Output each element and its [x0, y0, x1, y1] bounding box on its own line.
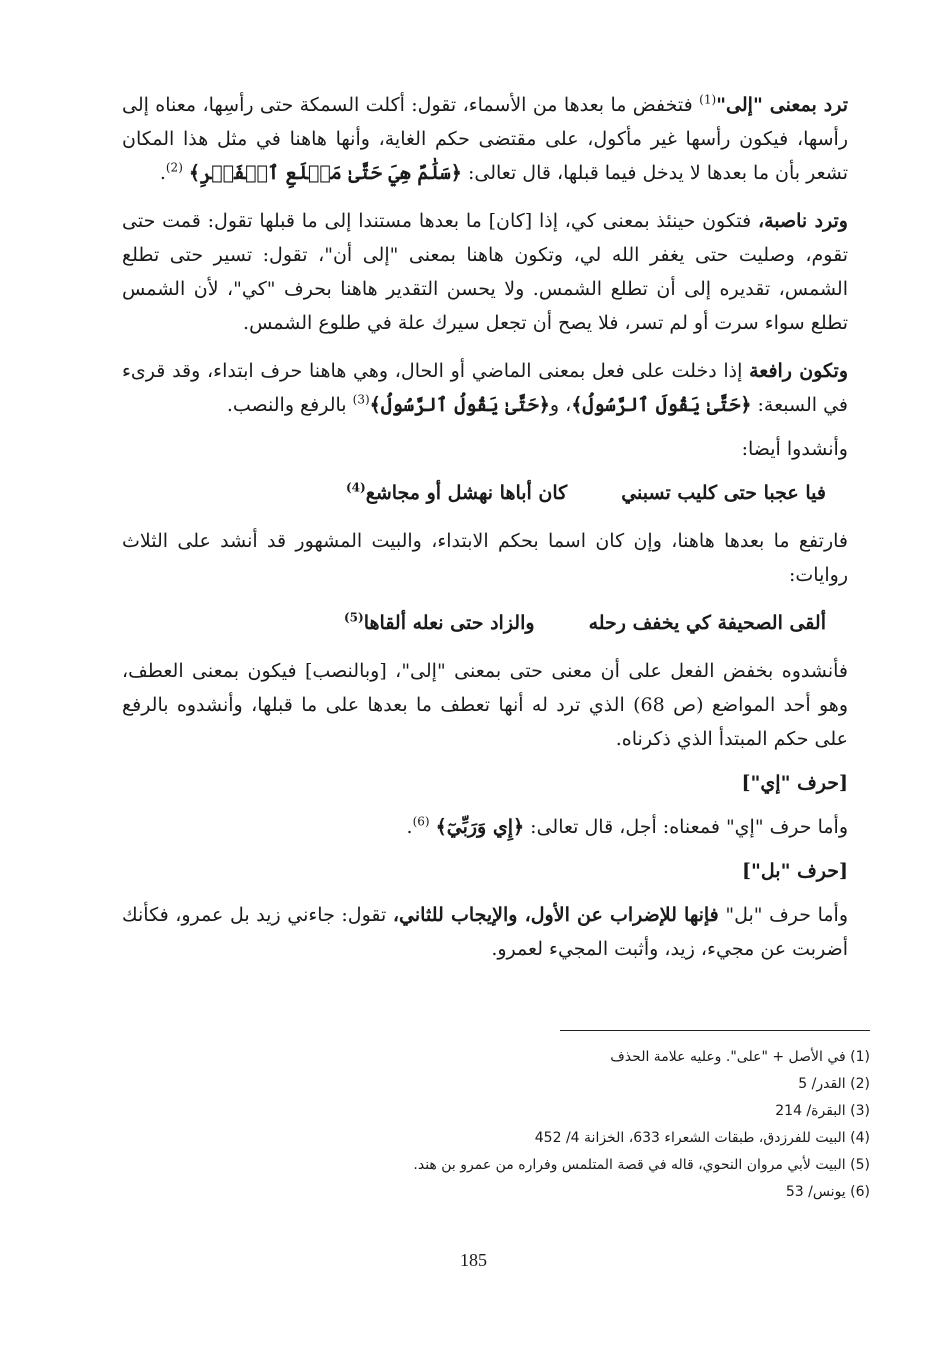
- p1-text: فتخفض ما بعدها من الأسماء، تقول: أكلت السمكة حتى رأسِها، معناه إلى رأسها، فيكون رأسها غير مأكول، على مقتضى حكم الغاية، وأنها هاهنا في مثل هذا المكان تشعر بأن ما بعدها لا يدخل فيما قبلها، قال تعالى:: [122, 94, 848, 184]
- paragraph-3: [122, 354, 870, 422]
- p1-lead: ترد بمعنى "إلى": [716, 94, 848, 116]
- verse-2-second-text: والزاد حتى نعله ألقاها: [363, 612, 535, 634]
- footnote-marker-1: (1): [699, 92, 717, 107]
- footnote-marker-6: (6): [412, 814, 430, 829]
- footnote-marker-4: (4): [345, 480, 366, 495]
- paragraph-7: [122, 810, 870, 844]
- footnotes: [122, 1044, 870, 1206]
- poem-verse-2: [122, 606, 870, 640]
- poem-verse-1: [122, 476, 870, 510]
- page-number: 185: [460, 1250, 487, 1270]
- quran-verse-1: ﴿حَتَّىٰ يَقُولَ ٱلرَّسُولُ﴾: [571, 394, 752, 416]
- footnote-5: (5) البيت لأبي مروان النحوي، قاله في قصة المتلمس وفراره من عمرو بن هند.: [413, 1157, 870, 1173]
- main-text: [122, 88, 870, 980]
- section-heading-bal: [حرف "بل"]: [742, 860, 848, 882]
- p8-text: تقول: جاءني زيد بل عمرو، فكأنك أضربت عن مجيء، زيد، وأثبت المجيء لعمرو.: [122, 904, 848, 960]
- quran-verse-qadr: ﴿سَلَٰمٌ هِيَ حَتَّىٰ مَطۡلَعِ ٱلۡفَجۡرِ﴾: [188, 162, 462, 184]
- footnote-separator: [560, 1030, 870, 1031]
- paragraph-2: [122, 204, 870, 340]
- paragraph-6: فأنشدوه بخفض الفعل على أن معنى حتى بمعنى "إلى"، [وبالنصب] فيكون بمعنى العطف، وهو أحد المواضع (ص 68) الذي ترد له أنها تعطف ما بعدها على ما قبلها، وأنشدوه بالرفع على حكم المبتدأ الذي ذكرناه.: [122, 660, 848, 750]
- footnote-3: (3) البقرة/ 214: [775, 1103, 870, 1119]
- quran-verse-yunus: ﴿إِي وَرَبِّيٓ﴾: [435, 816, 525, 838]
- paragraph-4: وأنشدوا أيضا:: [741, 438, 848, 460]
- footnote-4: (4) البيت للفرزدق، طبقات الشعراء 633، الخزانة 4/ 452: [534, 1130, 870, 1146]
- p3-text: إذا دخلت على فعل بمعنى الماضي أو الحال، وهي هاهنا حرف ابتداء، وقد قرىء في السبعة:: [122, 360, 848, 416]
- verse-2-first-half: ألقى الصحيفة كي يخفف رحله: [588, 612, 826, 634]
- footnote-marker-3: (3): [352, 392, 370, 407]
- verse-1-second-half: [346, 476, 567, 510]
- section-heading-ii: [حرف "إي"]: [741, 772, 848, 794]
- p3-mid: ، و: [549, 394, 572, 416]
- p3-lead: وتكون رافعة: [749, 360, 848, 382]
- p8-bold: فإنها للإضراب عن الأول، والإيجاب للثاني،: [392, 904, 719, 926]
- p8-start: وأما حرف "بل": [718, 904, 849, 926]
- p2-lead: وترد ناصبة،: [757, 210, 848, 232]
- p7-text: وأما حرف "إي" فمعناه: أجل، قال تعالى:: [524, 816, 848, 838]
- paragraph-1: [122, 88, 870, 190]
- quran-verse-2: ﴿حَتَّىٰ يَقُولُ ٱلرَّسُولُ﴾: [369, 394, 550, 416]
- p7-end: .: [406, 816, 413, 838]
- verse-2-second-half: [344, 606, 535, 640]
- verse-1-first-half: فيا عجبا حتى كليب تسبني: [621, 482, 826, 504]
- p3-end: بالرفع والنصب.: [226, 394, 353, 416]
- footnote-1: (1) في الأصل + "على". وعليه علامة الحذف: [610, 1049, 870, 1065]
- paragraph-8: [122, 898, 870, 966]
- p2-text: فتكون حينئذ بمعنى كي، إذا [كان] ما بعدها مستندا إلى ما قبلها تقول: قمت حتى تقوم، وصليت حتى يغفر الله لي، وتكون هاهنا بمعنى "إلى أن"، تقول: تسير حتى تطلع الشمس، تقديره إلى أن تطلع الشمس. ولا يحسن التقدير هاهنا بحرف "كي"، لأن الشمس تطلع سواء سرت أو لم تسر، فلا يصح أن تجعل سيرك علة في طلوع الشمس.: [122, 210, 848, 334]
- verse-1-second-text: كان أباها نهشل أو مجاشع: [365, 482, 568, 504]
- paragraph-5: فارتفع ما بعدها هاهنا، وإن كان اسما بحكم الابتداء، والبيت المشهور قد أنشد على الثلاث روايات:: [122, 530, 848, 586]
- p1-end: .: [159, 162, 166, 184]
- footnote-marker-5: (5): [343, 610, 364, 625]
- footnote-marker-2: (2): [165, 160, 183, 175]
- footnote-2: (2) القدر/ 5: [798, 1076, 870, 1092]
- footnote-6: (6) يونس/ 53: [785, 1184, 870, 1200]
